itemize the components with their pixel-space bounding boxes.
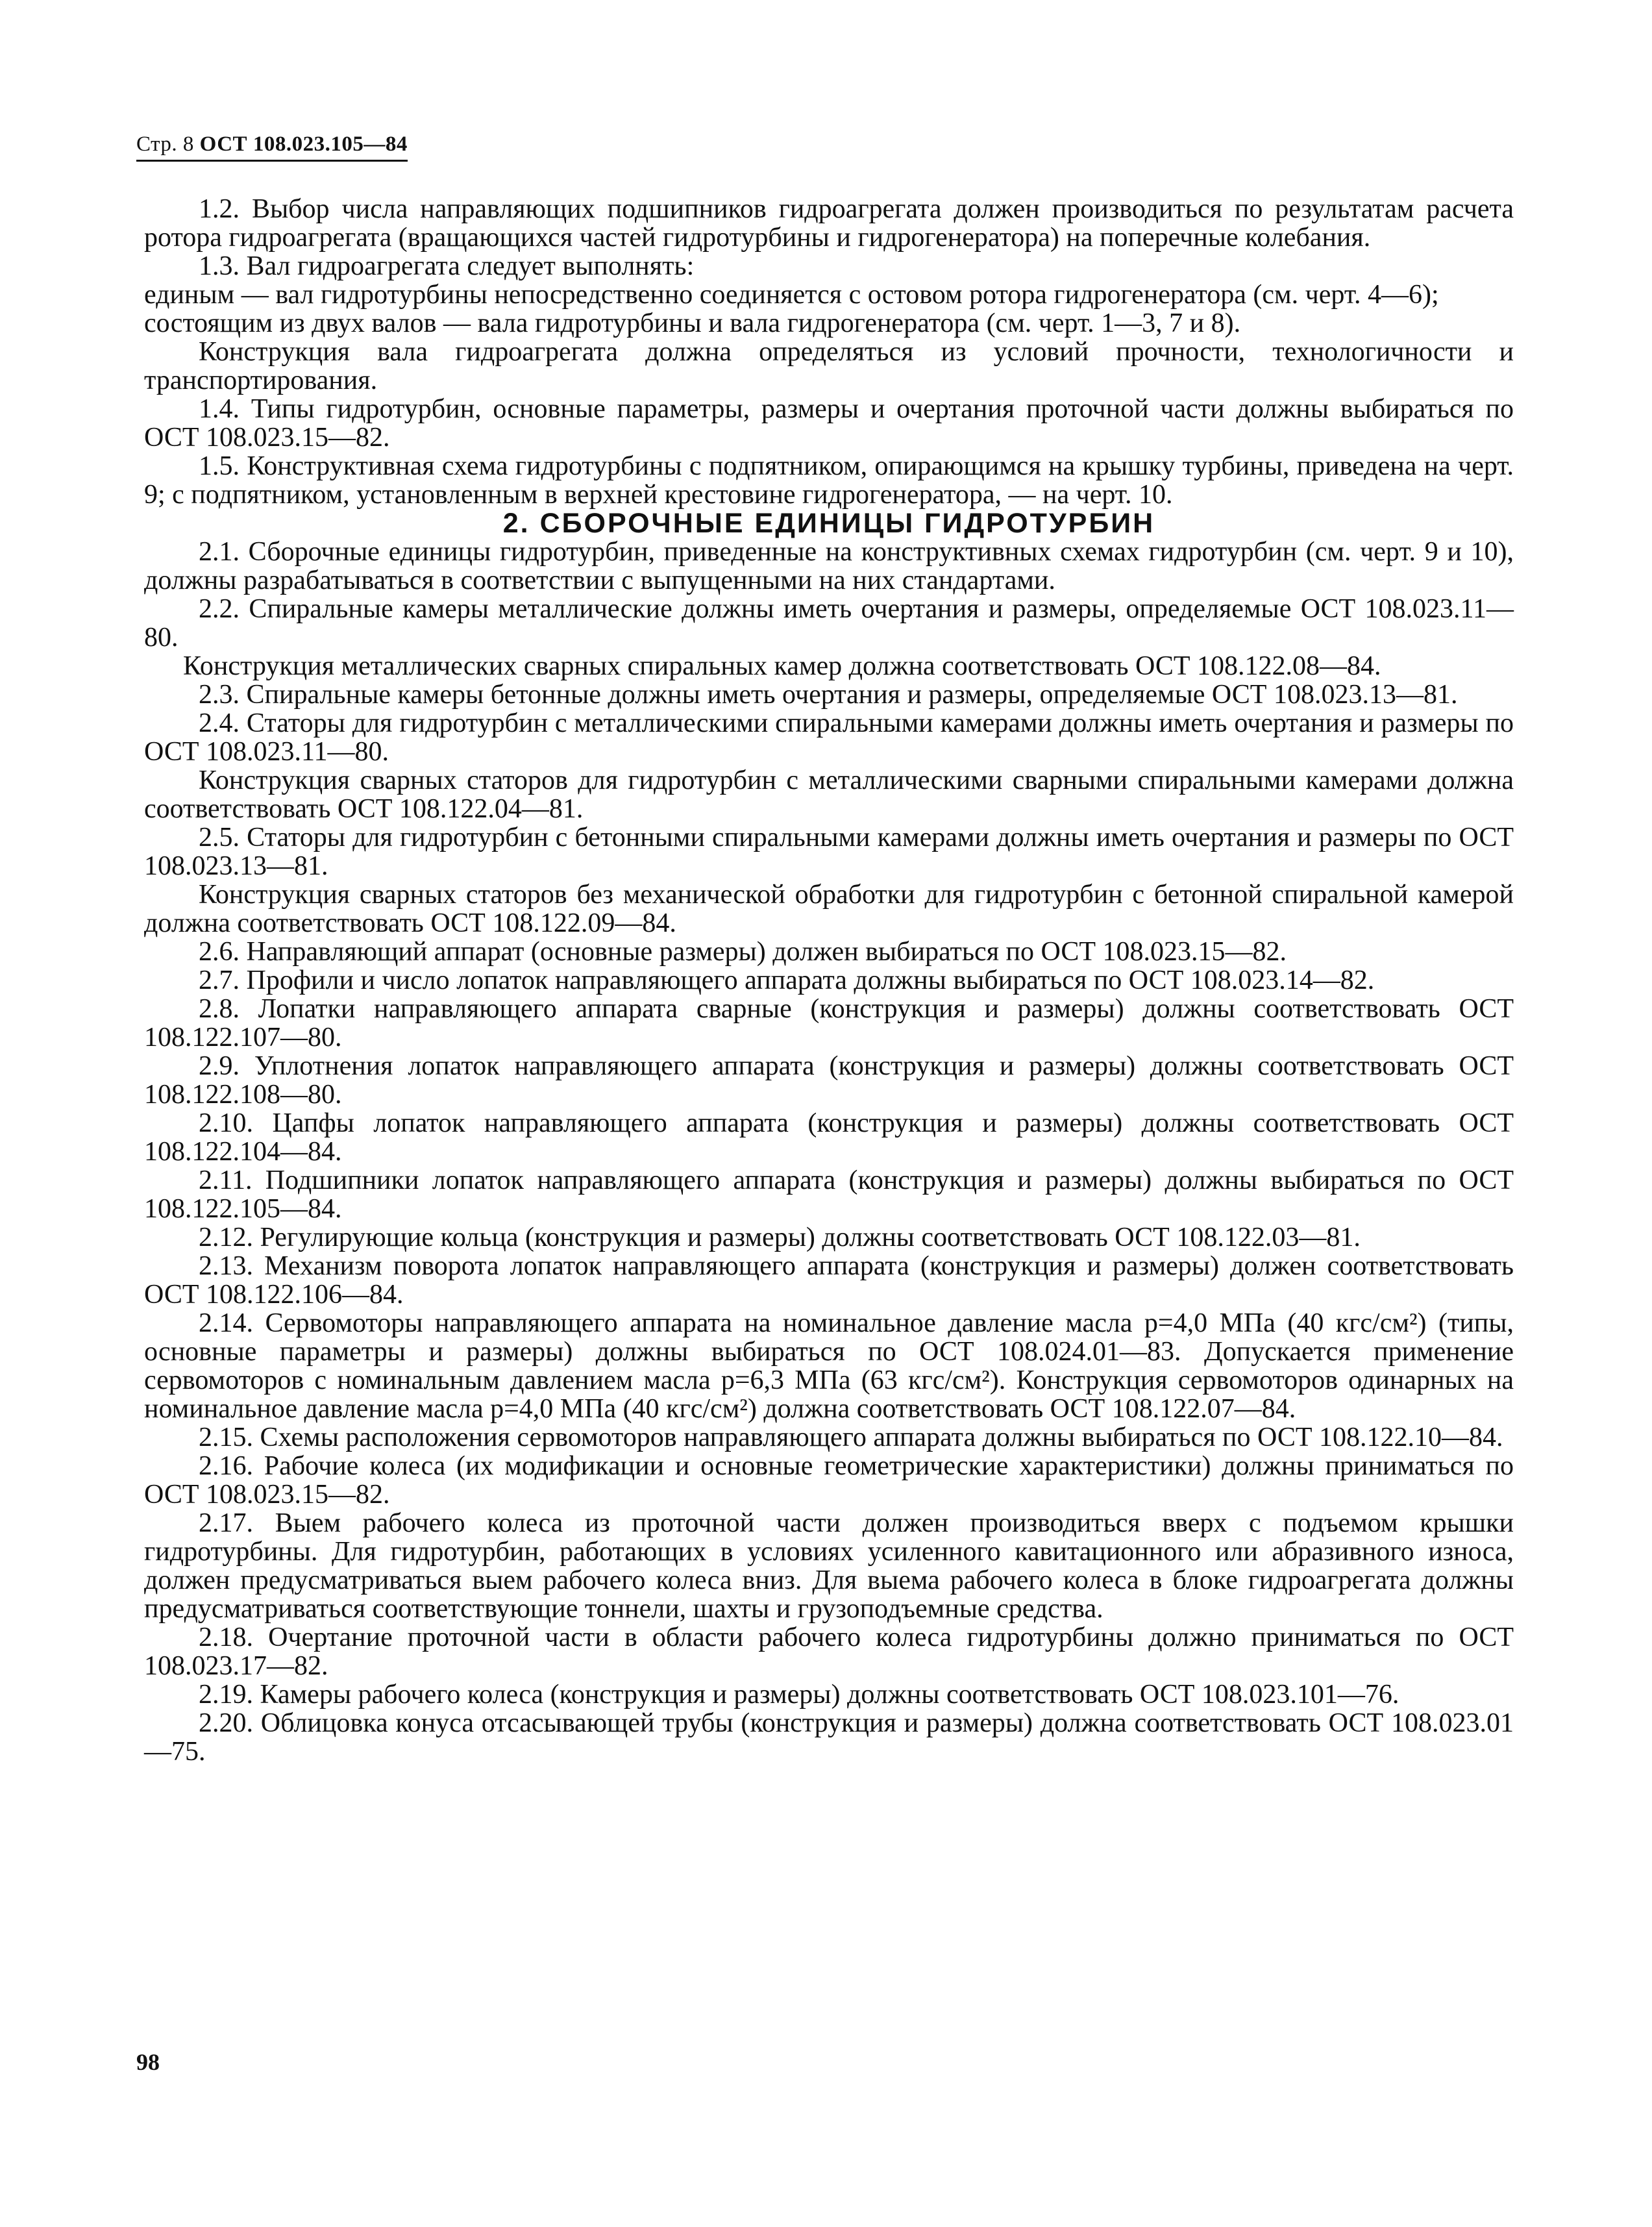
paragraph-2-4: 2.4. Статоры для гидротурбин с металлическими спиральными камерами должны иметь очертания и размеры по ОСТ 108.023.11—80. — [144, 708, 1514, 767]
paragraph-2-5-construction: Конструкция сварных статоров без механической обработки для гидротурбин с бетонной спиральной камерой должна соответствовать ОСТ 108.122.09—84. — [144, 880, 1514, 938]
paragraph-2-5: 2.5. Статоры для гидротурбин с бетонными спиральными камерами должны иметь очертания и размеры по ОСТ 108.023.13—81. — [144, 823, 1514, 881]
paragraph-2-19: 2.19. Камеры рабочего колеса (конструкция и размеры) должны соответствовать ОСТ 108.023.101—76. — [199, 1680, 1399, 1710]
document-code: ОСТ 108.023.105—84 — [199, 132, 408, 156]
paragraph-2-4-construction: Конструкция сварных статоров для гидротурбин с металлическими сварными спиральными камерами должна соответствовать ОСТ 108.122.04—81. — [144, 765, 1514, 824]
paragraph-1-3-construction: Конструкция вала гидроагрегата должна определяться из условий прочности, технологичности и транспортирования. — [144, 337, 1514, 395]
page-label: Стр. 8 — [136, 132, 194, 156]
paragraph-1-3-double: состоящим из двух валов — вала гидротурбины и вала гидрогенератора (см. черт. 1—3, 7 и 8). — [144, 308, 1241, 338]
paragraph-1-2: 1.2. Выбор числа направляющих подшипников гидроагрегата должен производиться по результатам расчета ротора гидроагрегата (вращающихся частей гидротурбины и гидрогенератора) на поперечные колебания. — [144, 194, 1514, 253]
section-title: 2. СБОРОЧНЫЕ ЕДИНИЦЫ ГИДРОТУРБИН — [502, 508, 1155, 539]
paragraph-2-20: 2.20. Облицовка конуса отсасывающей трубы (конструкция и размеры) должна соответствовать ОСТ 108.023.01—75. — [144, 1708, 1514, 1767]
paragraph-2-16: 2.16. Рабочие колеса (их модификации и основные геометрические характеристики) должны приниматься по ОСТ 108.023.15—82. — [144, 1451, 1514, 1510]
page-number: 98 — [136, 2049, 160, 2075]
paragraph-2-15: 2.15. Схемы расположения сервомоторов направляющего аппарата должны выбираться по ОСТ 108.122.10—84. — [199, 1423, 1503, 1452]
paragraph-2-17: 2.17. Выем рабочего колеса из проточной части должен производиться вверх с подъемом крышки гидротурбины. Для гидротурбин, работающих в условиях усиленного кавитационного или абразивного износа, должен предусматриваться выем рабочего колеса вниз. Для выема рабочего колеса в блоке гидроагрегата должны предусматриваться соответствующие тоннели, шахты и грузоподъемные средства. — [144, 1508, 1514, 1624]
paragraph-1-3: 1.3. Вал гидроагрегата следует выполнять: — [199, 251, 695, 281]
paragraph-2-13: 2.13. Механизм поворота лопаток направляющего аппарата (конструкция и размеры) должен соответствовать ОСТ 108.122.106—84. — [144, 1251, 1514, 1310]
paragraph-2-14: 2.14. Сервомоторы направляющего аппарата на номинальное давление масла p=4,0 МПа (40 кгс/см²) (типы, основные параметры и размеры) должны выбираться по ОСТ 108.024.01—83. Допускается применение сервомоторов с номинальным давлением масла p=6,3 МПа (63 кгс/см²). Конструкция сервомоторов одинарных на номинальное давление масла p=4,0 МПа (40 кгс/см²) должна соответствовать ОСТ 108.122.07—84. — [144, 1308, 1514, 1424]
paragraph-2-7: 2.7. Профили и число лопаток направляющего аппарата должны выбираться по ОСТ 108.023.14—82. — [199, 965, 1375, 995]
paragraph-2-9: 2.9. Уплотнения лопаток направляющего аппарата (конструкция и размеры) должны соответствовать ОСТ 108.122.108—80. — [144, 1051, 1514, 1110]
paragraph-2-6: 2.6. Направляющий аппарат (основные размеры) должен выбираться по ОСТ 108.023.15—82. — [199, 937, 1287, 967]
paragraph-2-18: 2.18. Очертание проточной части в области рабочего колеса гидротурбины должно приниматься по ОСТ 108.023.17—82. — [144, 1623, 1514, 1681]
paragraph-2-12: 2.12. Регулирующие кольца (конструкция и размеры) должны соответствовать ОСТ 108.122.03—81. — [199, 1223, 1361, 1252]
paragraph-1-3-single: единым — вал гидротурбины непосредственно соединяется с остовом ротора гидрогенератора (см. черт. 4—6); — [144, 280, 1439, 310]
paragraph-2-3: 2.3. Спиральные камеры бетонные должны иметь очертания и размеры, определяемые ОСТ 108.023.13—81. — [199, 680, 1458, 710]
document-body — [144, 195, 1514, 1766]
paragraph-1-5: 1.5. Конструктивная схема гидротурбины с подпятником, опирающимся на крышку турбины, приведена на черт. 9; с подпятником, установленным в верхней крестовине гидрогенератора, — на черт. 10. — [144, 451, 1514, 510]
paragraph-2-8: 2.8. Лопатки направляющего аппарата сварные (конструкция и размеры) должны соответствовать ОСТ 108.122.107—80. — [144, 994, 1514, 1052]
paragraph-2-11: 2.11. Подшипники лопаток направляющего аппарата (конструкция и размеры) должны выбираться по ОСТ 108.122.105—84. — [144, 1165, 1514, 1224]
paragraph-2-1: 2.1. Сборочные единицы гидротурбин, приведенные на конструктивных схемах гидротурбин (см. черт. 9 и 10), должны разрабатываться в соответствии с выпущенными на них стандартами. — [144, 537, 1514, 595]
paragraph-2-2-construction: Конструкция металлических сварных спиральных камер должна соответствовать ОСТ 108.122.08—84. — [183, 651, 1381, 681]
paragraph-2-2: 2.2. Спиральные камеры металлические должны иметь очертания и размеры, определяемые ОСТ 108.023.11—80. — [144, 594, 1514, 653]
paragraph-2-10: 2.10. Цапфы лопаток направляющего аппарата (конструкция и размеры) должны соответствовать ОСТ 108.122.104—84. — [144, 1108, 1514, 1167]
paragraph-1-4: 1.4. Типы гидротурбин, основные параметры, размеры и очертания проточной части должны выбираться по ОСТ 108.023.15—82. — [144, 394, 1514, 453]
page-header — [136, 130, 408, 162]
